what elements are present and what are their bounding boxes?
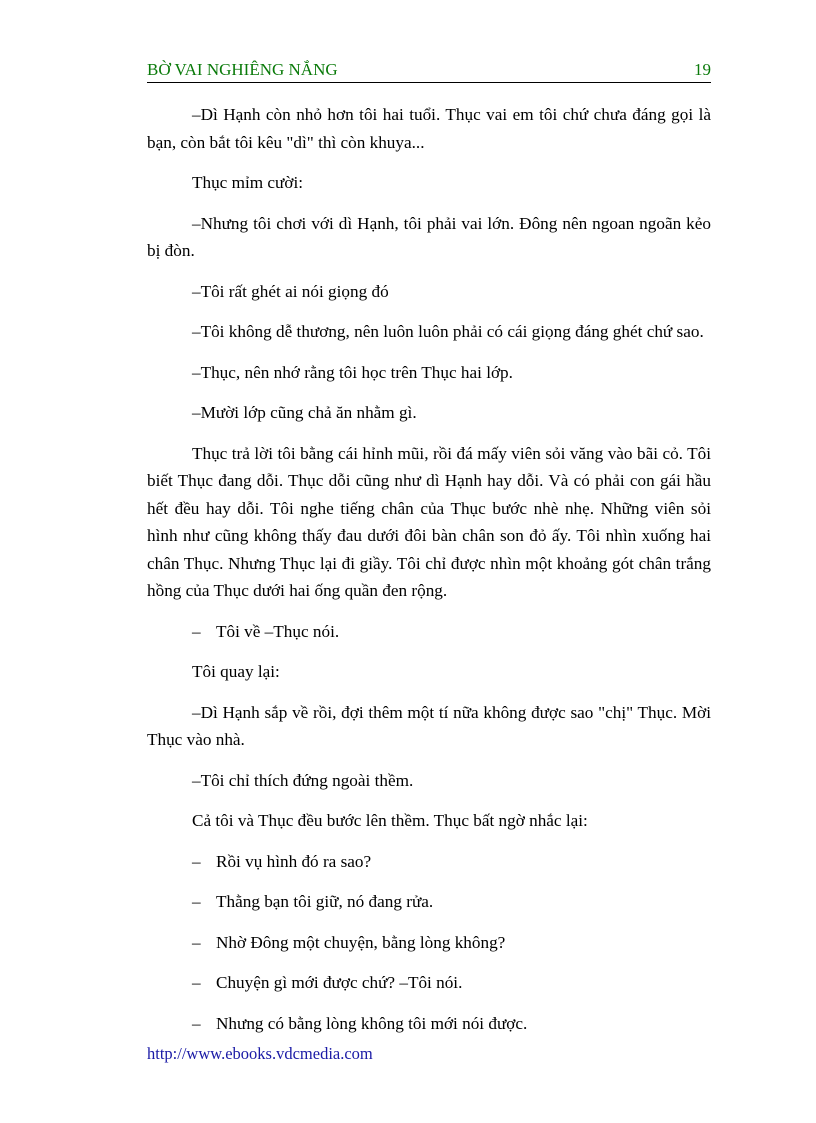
paragraph: –Nhưng tôi chơi với dì Hạnh, tôi phải vai lớn. Đông nên ngoan ngoãn kẻo bị đòn. [147, 213, 711, 260]
paragraph: Thục mỉm cười: [192, 173, 304, 192]
dialogue-line [147, 1010, 711, 1038]
dialogue-line [147, 848, 711, 876]
book-title: BỜ VAI NGHIÊNG NẮNG [147, 60, 338, 79]
dialogue-dash: – [192, 973, 201, 992]
dialogue-dash: – [192, 621, 201, 641]
dialogue-line [147, 969, 711, 997]
dialogue-text: Nhờ Đông một chuyện, bằng lòng không? [216, 932, 506, 952]
dialogue-line [147, 929, 711, 957]
dialogue-dash: – [192, 892, 201, 911]
paragraph: Tôi quay lại: [192, 662, 280, 681]
paragraph: –Thục, nên nhớ rằng tôi học trên Thục hai lớp. [192, 362, 513, 382]
dialogue-text: Rồi vụ hình đó ra sao? [216, 851, 372, 871]
paragraph: –Dì Hạnh còn nhỏ hơn tôi hai tuổi. Thục vai em tôi chứ chưa đáng gọi là bạn, còn bắt tôi kêu "dì" thì còn khuya... [147, 105, 711, 152]
paragraph: –Tôi rất ghét ai nói giọng đó [192, 281, 389, 301]
dialogue-dash: – [192, 932, 201, 952]
page-header [147, 60, 711, 83]
dialogue-dash: – [192, 1013, 201, 1033]
paragraph: –Dì Hạnh sắp về rồi, đợi thêm một tí nữa không được sao "chị" Thục. Mời Thục vào nhà. [147, 702, 711, 749]
dialogue-dash: – [192, 851, 201, 871]
paragraph: –Mười lớp cũng chả ăn nhằm gì. [192, 403, 417, 422]
dialogue-text: Chuyện gì mới được chứ? –Tôi nói. [216, 973, 463, 992]
dialogue-text: Thằng bạn tôi giữ, nó đang rửa. [216, 892, 434, 911]
dialogue-line [147, 618, 711, 646]
page-body [147, 101, 711, 1050]
paragraph: Thục trả lời tôi bằng cái hỉnh mũi, rồi đá mấy viên sỏi văng vào bãi cỏ. Tôi biết Thục đang dỗi. Thục dỗi cũng như dì Hạnh hay dỗi. Và có phải con gái hầu hết đều hay dỗi. Tôi nghe tiếng chân của Thục bước nhè nhẹ. Những viên sỏi hình như cũng không thấy đau dưới đôi bàn chân son đỏ ấy. Tôi nhìn xuống hai chân Thục. Nhưng Thục lại đi giầy. Tôi chỉ được nhìn một khoảng gót chân trắng hồng của Thục dưới hai ống quần đen rộng. [147, 443, 711, 600]
page-number: 19 [694, 60, 711, 79]
paragraph: Cả tôi và Thục đều bước lên thềm. Thục bất ngờ nhắc lại: [192, 811, 588, 830]
footer-link[interactable]: http://www.ebooks.vdcmedia.com [147, 1044, 373, 1063]
dialogue-text: Tôi về –Thục nói. [216, 621, 340, 641]
paragraph: –Tôi chỉ thích đứng ngoài thềm. [192, 770, 414, 790]
dialogue-line [147, 888, 711, 916]
dialogue-text: Nhưng có bằng lòng không tôi mới nói được. [216, 1013, 528, 1033]
paragraph: –Tôi không dễ thương, nên luôn luôn phải có cái giọng đáng ghét chứ sao. [192, 322, 704, 341]
